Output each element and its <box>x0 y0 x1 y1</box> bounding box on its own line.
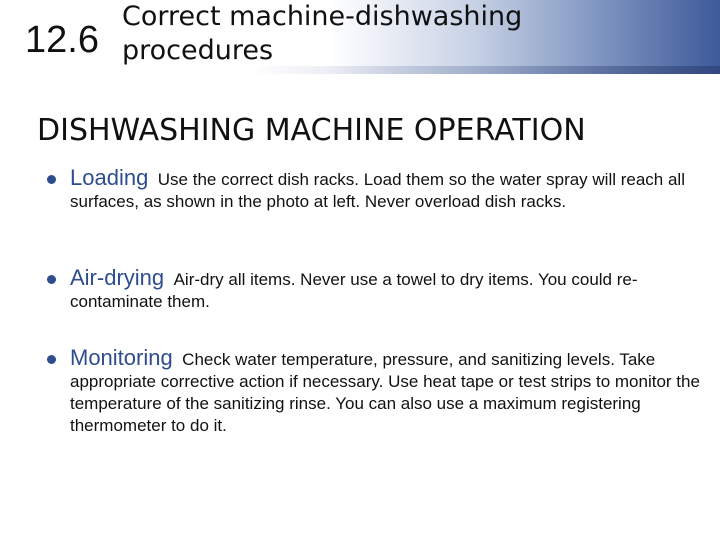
bullet-term: Monitoring <box>70 345 173 370</box>
bullet-text: Use the correct dish racks. Load them so the water spray will reach all surfaces, as shown in the photo at left. Never overload dish racks. <box>70 170 685 211</box>
bullet-dot-icon <box>47 175 56 184</box>
bullet-dot-icon <box>47 355 56 364</box>
section-title-line-2: procedures <box>122 35 274 66</box>
section-title-line-1: Correct machine-dishwashing <box>122 1 523 32</box>
section-number: 12.6 <box>25 19 99 61</box>
section-title <box>122 0 522 68</box>
bullet-dot-icon <box>47 275 56 284</box>
bullet-term: Air-drying <box>70 265 165 290</box>
bullet-text: Check water temperature, pressure, and sanitizing levels. Take appropriate corrective action if necessary. Use heat tape or test strips to monitor the temperature of the sanitizing rinse. You can also use a maximum registering thermometer to do it. <box>70 350 700 435</box>
bullet-item-air-drying <box>45 265 715 313</box>
bullet-item-loading <box>45 165 715 213</box>
main-heading: DISHWASHING MACHINE OPERATION <box>37 113 586 148</box>
bullet-item-monitoring <box>45 345 715 437</box>
bullet-term: Loading <box>70 165 149 190</box>
bullet-text: Air-dry all items. Never use a towel to dry items. You could re-contaminate them. <box>70 270 638 311</box>
